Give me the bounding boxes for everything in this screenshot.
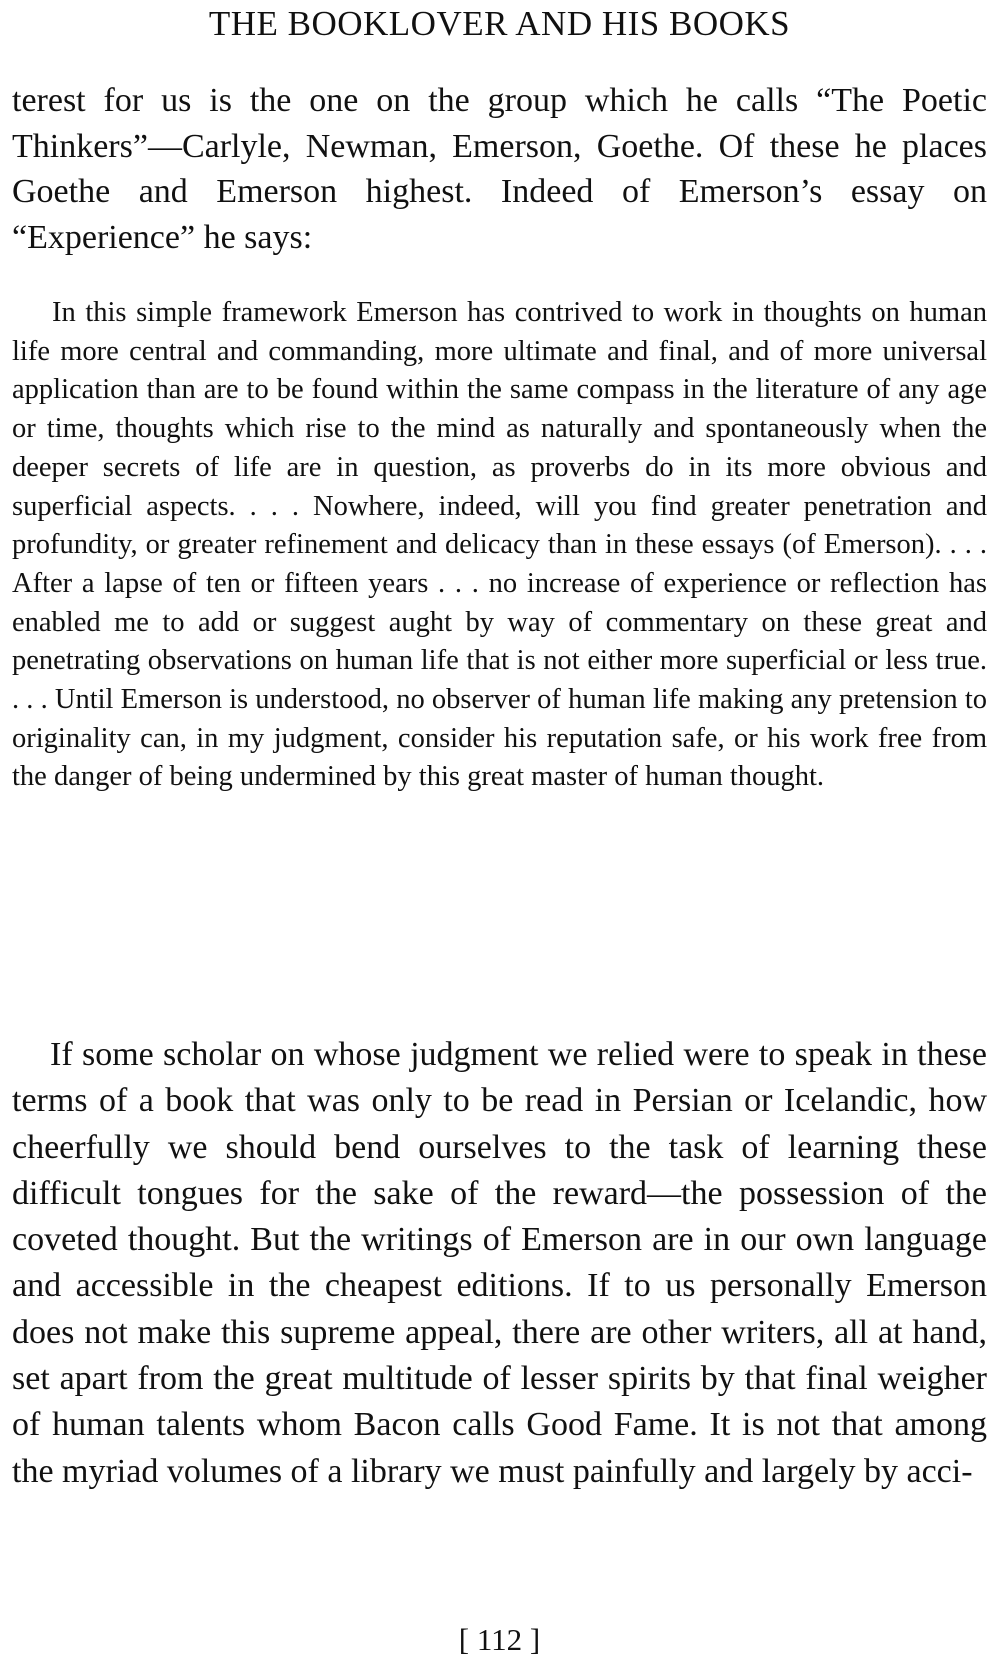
paragraph-continued: terest for us is the one on the group which he calls “The Poetic Thinkers”—Carlyle, Newman, Emerson, Goethe. Of these he places Goethe and Emerson highest. Indeed of Emerson’s essay on “Experience” he says: bbox=[12, 82, 987, 256]
paragraph-main: If some scholar on whose judgment we relied were to speak in these terms of a book that was only to be read in Persian or Icelandic, how cheerfully we should bend ourselves to the task of learning these difficult tongues for the sake of the reward—the possession of the coveted thought. But the writings of Emerson are in our own language and accessible in the cheapest editions. If to us personally Emerson does not make this supreme appeal, there are other writers, all at hand, set apart from the great multitude of lesser spirits by that final weigher of human talents whom Bacon calls Good Fame. It is not that among the myriad volumes of a library we must painfully and largely by acci- bbox=[12, 1036, 987, 1490]
running-head: THE BOOKLOVER AND HIS BOOKS bbox=[208, 4, 791, 43]
book-page bbox=[12, 0, 987, 1671]
page-number: [ 112 ] bbox=[458, 1622, 541, 1657]
block-quote: In this simple framework Emerson has contrived to work in thoughts on human life more central and commanding, more ultimate and final, and of more universal application than are to be found within the same compass in the literature of any age or time, thoughts which rise to the mind as naturally and spontaneously when the deeper secrets of life are in question, as proverbs do in its more obvious and superficial aspects. . . . Nowhere, indeed, will you find greater penetration and profundity, or greater refinement and delicacy than in these essays (of Emerson). . . . After a lapse of ten or fifteen years . . . no increase of experience or reflection has enabled me to add or suggest aught by way of commentary on these great and penetrating observations on human life that is not either more superficial or less true. . . . Until Emerson is understood, no observer of human life making any pretension to originality can, in my judgment, consider his reputation safe, or his work free from the danger of being undermined by this great master of human thought. bbox=[12, 297, 987, 793]
